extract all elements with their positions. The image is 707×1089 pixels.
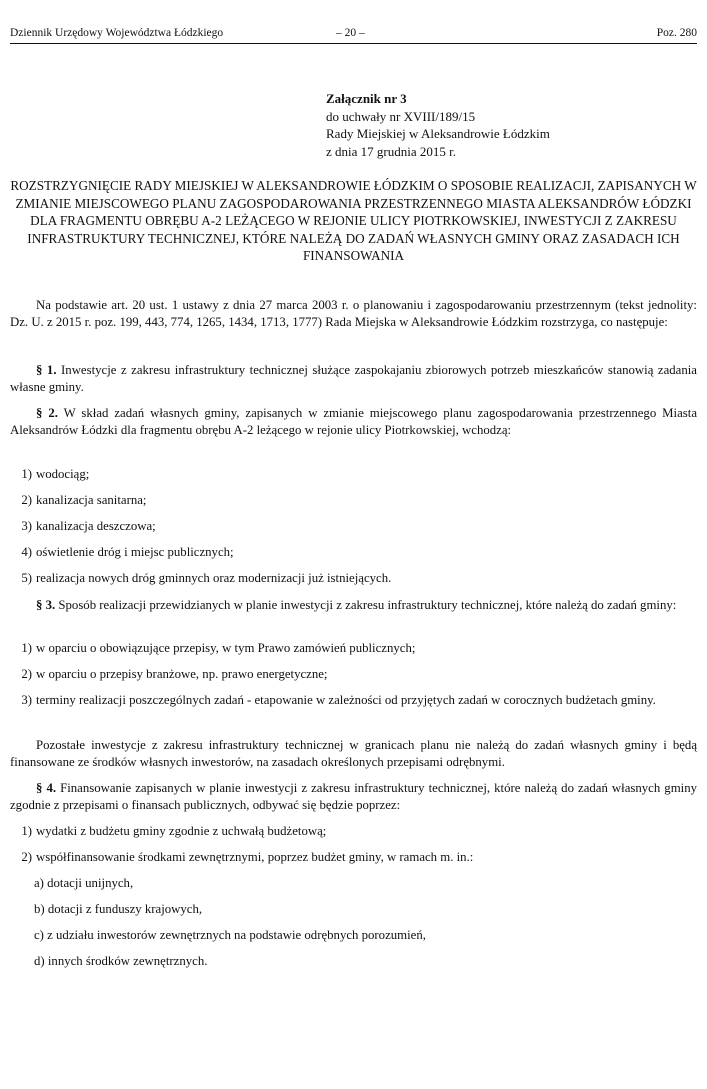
list-item: 1) w oparciu o obowiązujące przepisy, w tym Prawo zamówień publicznych; [21,641,416,655]
list-item: 1) wodociąg; [21,467,90,481]
page-number: – 20 – [336,27,365,39]
position-number: Poz. 280 [656,27,697,39]
list-item: 4) oświetlenie dróg i miejsc publicznych; [21,545,234,559]
sub-item: d) innych środków zewnętrznych. [34,954,208,968]
sub-item: a) dotacji unijnych, [34,876,134,890]
section-3-text: Sposób realizacji przewidzianych w planie inwestycji z zakresu infrastruktury technicznej, które należą do zadań gminy: [55,598,677,612]
section-3-label: § 3. [36,598,56,612]
annex-line-3: z dnia 17 grudnia 2015 r. [326,143,456,159]
sub-item: b) dotacji z funduszy krajowych, [34,902,203,916]
sub-item: c) z udziału inwestorów zewnętrznych na podstawie odrębnych porozumień, [34,928,426,942]
annex-line-2: Rady Miejskiej w Aleksandrowie Łódzkim [326,126,550,141]
section-2-text: W skład zadań własnych gminy, zapisanych w zmianie miejscowego planu zagospodarowania przestrzennego Miasta Aleksandrów Łódzki dla fragmentu obrębu A-2 leżącego w rejonie ulicy Piotrkowskiej, wchodzą: [10,406,697,437]
section-1-text: Inwestycje z zakresu infrastruktury technicznej służące zaspokajaniu zbiorowych potrzeb mieszkańców stanowią zadania własne gminy. [10,363,697,394]
section-2-label: § 2. [36,406,58,420]
section-3 [10,597,697,614]
annex-line-1: do uchwały nr XVIII/189/15 [326,108,476,124]
section-2 [10,405,697,439]
page-header [10,27,697,44]
list-item: 3) terminy realizacji poszczególnych zadań - etapowanie w zależności od przyjętych zadań w corocznych budżetach gminy. [21,693,656,707]
section-4 [10,780,697,814]
section-3-note: Pozostałe inwestycje z zakresu infrastruktury technicznej w granicach planu nie należą do zadań własnych gminy i będą finansowane ze środków własnych inwestorów, na zasadach określonych przepisami odrębnymi. [10,738,697,769]
list-item: 5) realizacja nowych dróg gminnych oraz modernizacji już istniejących. [21,571,392,585]
annex-block [326,90,550,160]
list-item: 3) kanalizacja deszczowa; [21,519,156,533]
list-item: 2) w oparciu o przepisy branżowe, np. prawo energetyczne; [21,667,328,681]
section-1 [10,362,697,396]
list-item: 2) kanalizacja sanitarna; [21,493,147,507]
list-item: 1) wydatki z budżetu gminy zgodnie z uchwałą budżetową; [21,824,327,838]
list-item: 2) współfinansowanie środkami zewnętrznymi, poprzez budżet gminy, w ramach m. in.: [21,850,474,864]
intro-paragraph: Na podstawie art. 20 ust. 1 ustawy z dnia 27 marca 2003 r. o planowaniu i zagospodarowaniu przestrzennym (tekst jednolity: Dz. U. z 2015 r. poz. 199, 443, 774, 1265, 1434, 1713, 1777) Rada Miejska w Aleksandrowie Łódzkim rozstrzyga, co następuje: [10,298,697,329]
section-4-text: Finansowanie zapisanych w planie inwestycji z zakresu infrastruktury technicznej, które należą do zadań własnych gminy zgodnie z przepisami o finansach publicznych, odbywać się będzie poprzez: [10,781,697,812]
journal-title: Dziennik Urzędowy Województwa Łódzkiego [10,27,224,39]
section-4-label: § 4. [36,781,57,795]
section-1-label: § 1. [36,363,57,377]
document-title: ROZSTRZYGNIĘCIE RADY MIEJSKIEJ W ALEKSANDROWIE ŁÓDZKIM O SPOSOBIE REALIZACJI, ZAPISANYCH W ZMIANIE MIEJSCOWEGO PLANU ZAGOSPODAROWANIA PRZESTRZENNEGO MIASTA ALEKSANDRÓW ŁÓDZKI DLA FRAGMENTU OBRĘBU A-2 LEŻĄCEGO W REJONIE ULICY PIOTRKOWSKIEJ, INWESTYCJI Z ZAKRESU INFRASTRUKTURY TECHNICZNEJ, KTÓRE NALEŻĄ DO ZADAŃ WŁASNYCH GMINY ORAZ ZASADACH ICH FINANSOWANIA [10,178,697,263]
annex-title: Załącznik nr 3 [326,91,407,106]
